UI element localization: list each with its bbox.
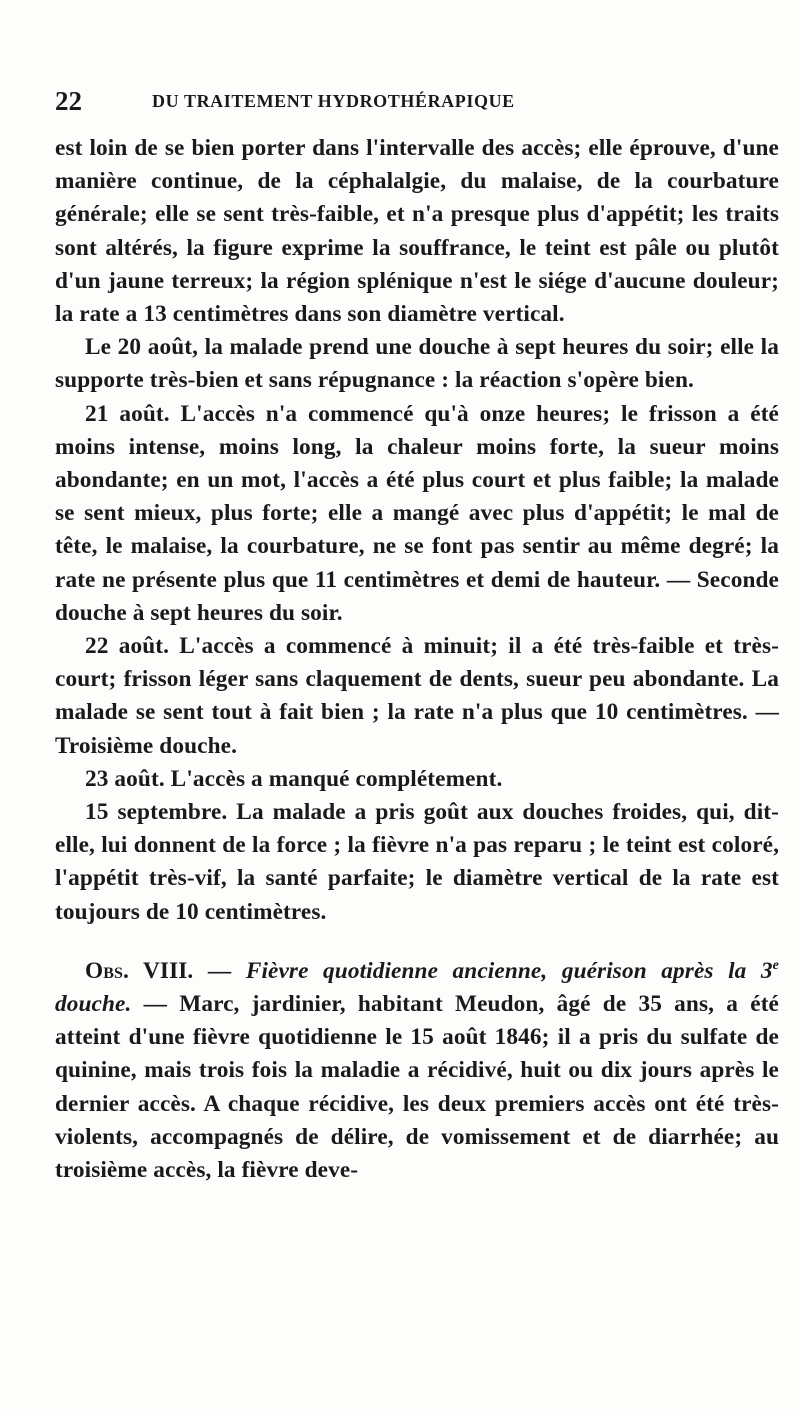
observation-dash: —	[193, 957, 246, 984]
paragraph-sep-15: 15 septembre. La malade a pris goût aux douches froides, qui, dit-elle, lui donnent de la force ; la fièvre n'a pas reparu ; le teint est coloré, l'appétit très-vif, la santé parfaite; le diamètre vertical de la rate est toujours de 10 centimètres.	[55, 799, 779, 925]
paragraph-aug-20: Le 20 août, la malade prend une douche à sept heures du soir; elle la supporte très-bien et sans répugnance : la réaction s'opère bien.	[55, 334, 779, 394]
observation-paragraph	[55, 955, 779, 1187]
running-head	[55, 86, 779, 116]
observation-title-sup: e	[772, 958, 779, 974]
running-title: DU TRAITEMENT HYDROTHÉRAPIQUE	[152, 91, 515, 111]
paragraph-continuation: est loin de se bien porter dans l'intervalle des accès; elle éprouve, d'une manière continue, de la céphalalgie, du malaise, de la courbature générale; elle se sent très-faible, et n'a presque plus d'appétit; les traits sont altérés, la figure exprime la souffrance, le teint est pâle ou plutôt d'un jaune terreux; la région splénique n'est le siége d'aucune douleur; la rate a 13 centimètres dans son diamètre vertical.	[55, 135, 779, 328]
page-number: 22	[55, 86, 82, 116]
paragraph-aug-23: 23 août. L'accès a manqué complétement.	[85, 765, 503, 792]
observation-title-part2: douche.	[55, 991, 132, 1018]
observation-title-part1: Fièvre quotidienne ancienne, guérison après la 3	[245, 957, 773, 984]
paragraph-aug-21: 21 août. L'accès n'a commencé qu'à onze heures; le frisson a été moins intense, moins long, la chaleur moins forte, la sueur moins abondante; en un mot, l'accès a été plus court et plus faible; la malade se sent mieux, plus forte; elle a mangé avec plus d'appétit; le mal de tête, le malaise, la courbature, ne se font pas sentir au même degré; la rate ne présente plus que 11 centimètres et demi de hauteur. — Seconde douche à sept heures du soir.	[55, 400, 779, 626]
body-text	[55, 132, 779, 1187]
paragraph-aug-22: 22 août. L'accès a commencé à minuit; il a été très-faible et très-court; frisson léger sans claquement de dents, sueur peu abondante. La malade se sent tout à fait bien ; la rate n'a plus que 10 centimètres. — Troisième douche.	[55, 633, 779, 759]
observation-text: — Marc, jardinier, habitant Meudon, âgé de 35 ans, a été atteint d'une fièvre quotidienne le 15 août 1846; il a pris du sulfate de quinine, mais trois fois la maladie a récidivé, huit ou dix jours après le dernier accès. A chaque récidive, les deux premiers accès ont été très-violents, accompagnés de délire, de vomissement et de diarrhée; au troisième accès, la fièvre deve-	[55, 991, 779, 1184]
observation-label: Obs. VIII.	[85, 957, 194, 984]
